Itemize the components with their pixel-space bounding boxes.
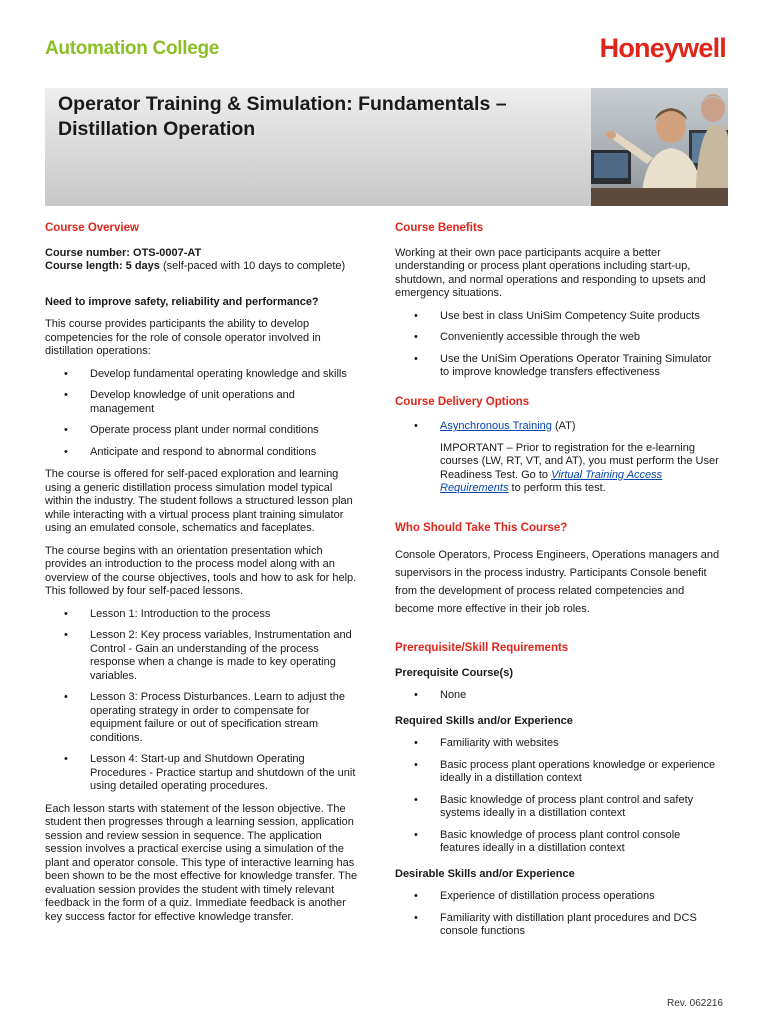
prerequisite-heading: Prerequisite/Skill Requirements bbox=[395, 642, 569, 654]
list-item: • Basic knowledge of process plant control console features ideally in a distillation context bbox=[395, 829, 720, 856]
list-item: • Develop knowledge of unit operations and management bbox=[45, 389, 360, 416]
course-length: Course length: 5 days bbox=[45, 260, 160, 272]
asynchronous-training-link[interactable]: Asynchronous Training bbox=[440, 420, 552, 432]
virtual-training-requirements-link[interactable]: Virtual Training Access Requirements bbox=[440, 468, 663, 494]
prerequisite-courses-heading: Prerequisite Course(s) bbox=[395, 666, 513, 679]
honeywell-logo: Honeywell bbox=[599, 33, 726, 63]
operators-photo-image bbox=[591, 88, 728, 206]
course-number: Course number: OTS-0007-AT bbox=[45, 246, 202, 259]
intro-paragraph: This course provides participants the ability to develop competencies for the role of console operator involved in distillation operations: bbox=[45, 318, 321, 357]
list-item: • Lesson 3: Process Disturbances. Learn to adjust the operating strategy in order to compensate for equipment failure or out of specification stream conditions. bbox=[45, 691, 360, 745]
prerequisite-courses-list bbox=[395, 689, 720, 703]
improve-question: Need to improve safety, reliability and performance? bbox=[45, 295, 319, 308]
list-item: • Basic knowledge of process plant control and safety systems ideally in a distillation context bbox=[395, 794, 720, 821]
list-item: • Anticipate and respond to abnormal conditions bbox=[45, 446, 360, 460]
goals-list bbox=[45, 368, 360, 460]
course-benefits-heading: Course Benefits bbox=[395, 222, 484, 234]
revision-label: Rev. 062216 bbox=[667, 998, 723, 1009]
benefits-list bbox=[395, 310, 720, 380]
required-skills-list bbox=[395, 737, 720, 856]
list-item: • Basic process plant operations knowledge or experience ideally in a distillation context bbox=[395, 759, 720, 786]
course-meta bbox=[45, 247, 360, 274]
lessons-list bbox=[45, 608, 360, 794]
list-item: • Use the UniSim Operations Operator Training Simulator to improve knowledge transfers effectiveness bbox=[395, 353, 720, 380]
delivery-suffix: (AT) bbox=[551, 420, 576, 432]
delivery-list bbox=[395, 420, 720, 434]
list-item: • Familiarity with distillation plant procedures and DCS console functions bbox=[395, 912, 720, 939]
who-should-take-text: Console Operators, Process Engineers, Operations managers and supervisors in the process industry. Participants Console benefit from the development of process related competencies and become more effective in their job roles. bbox=[395, 549, 720, 615]
who-should-take-heading: Who Should Take This Course? bbox=[395, 521, 568, 534]
benefits-intro: Working at their own pace participants acquire a better understanding or process plant operations including start-up, shutdown, and normal operations and responding to upsets and emergency situations. bbox=[395, 246, 706, 299]
list-item: • Lesson 4: Start-up and Shutdown Operating Procedures - Practice startup and shutdown of the unit using detailed operating procedures. bbox=[45, 753, 360, 794]
course-length-note: (self-paced with 10 days to complete) bbox=[159, 260, 346, 272]
list-item: • Use best in class UniSim Competency Suite products bbox=[395, 310, 720, 324]
orientation-paragraph: The course begins with an orientation presentation which provides an introduction to the process model along with an overview of the course objectives, tools and how to ask for help. This followed by four self-paced lessons. bbox=[45, 544, 357, 597]
left-column bbox=[45, 222, 360, 933]
important-text: IMPORTANT – Prior to registration for the e-learning courses (LW, RT, VT, and AT), you must perform the User Readiness Test. Go to bbox=[440, 441, 719, 481]
list-item: • Operate process plant under normal conditions bbox=[45, 424, 360, 438]
required-skills-heading: Required Skills and/or Experience bbox=[395, 714, 573, 727]
right-column bbox=[395, 222, 720, 948]
course-overview-heading: Course Overview bbox=[45, 222, 139, 234]
title-banner bbox=[45, 88, 728, 206]
list-item: • Lesson 1: Introduction to the process bbox=[45, 608, 360, 622]
lesson-structure-paragraph: Each lesson starts with statement of the lesson objective. The student then progresses through a learning session, application session and review session in sequence. The application session involves a practical exercise using a simulation of the plant and operator console. This type of interactive learning has been shown to be the most effective for knowledge transfer. The evaluation session provides the student with timely relevant feedback in the form of a quiz. Immediate feedback is another key success factor for effective knowledge transfer. bbox=[45, 802, 358, 923]
list-item: • Experience of distillation process operations bbox=[395, 890, 720, 904]
list-item: • Familiarity with websites bbox=[395, 737, 720, 751]
important-note bbox=[395, 442, 720, 496]
desirable-skills-list bbox=[395, 890, 720, 939]
list-item: • Conveniently accessible through the web bbox=[395, 331, 720, 345]
page-title: Operator Training & Simulation: Fundamentals – Distillation Operation bbox=[58, 93, 507, 140]
college-brand: Automation College bbox=[45, 38, 220, 59]
important-suffix: to perform this test. bbox=[508, 482, 606, 494]
desirable-skills-heading: Desirable Skills and/or Experience bbox=[395, 867, 575, 880]
delivery-options-heading: Course Delivery Options bbox=[395, 395, 530, 408]
list-item: • Develop fundamental operating knowledge and skills bbox=[45, 368, 360, 382]
course-description-paragraph: The course is offered for self-paced exploration and learning using a generic distillation process simulation model typical within the industry. The student follows a structured lesson plan while interacting with a virtual process plant training simulator using an emulated console, schematics and faceplates. bbox=[45, 468, 353, 534]
list-item: • None bbox=[395, 689, 720, 703]
list-item bbox=[395, 420, 720, 434]
list-item: • Lesson 2: Key process variables, Instrumentation and Control - Gain an understanding of the process response when a change is made to key operating variables. bbox=[45, 629, 360, 683]
